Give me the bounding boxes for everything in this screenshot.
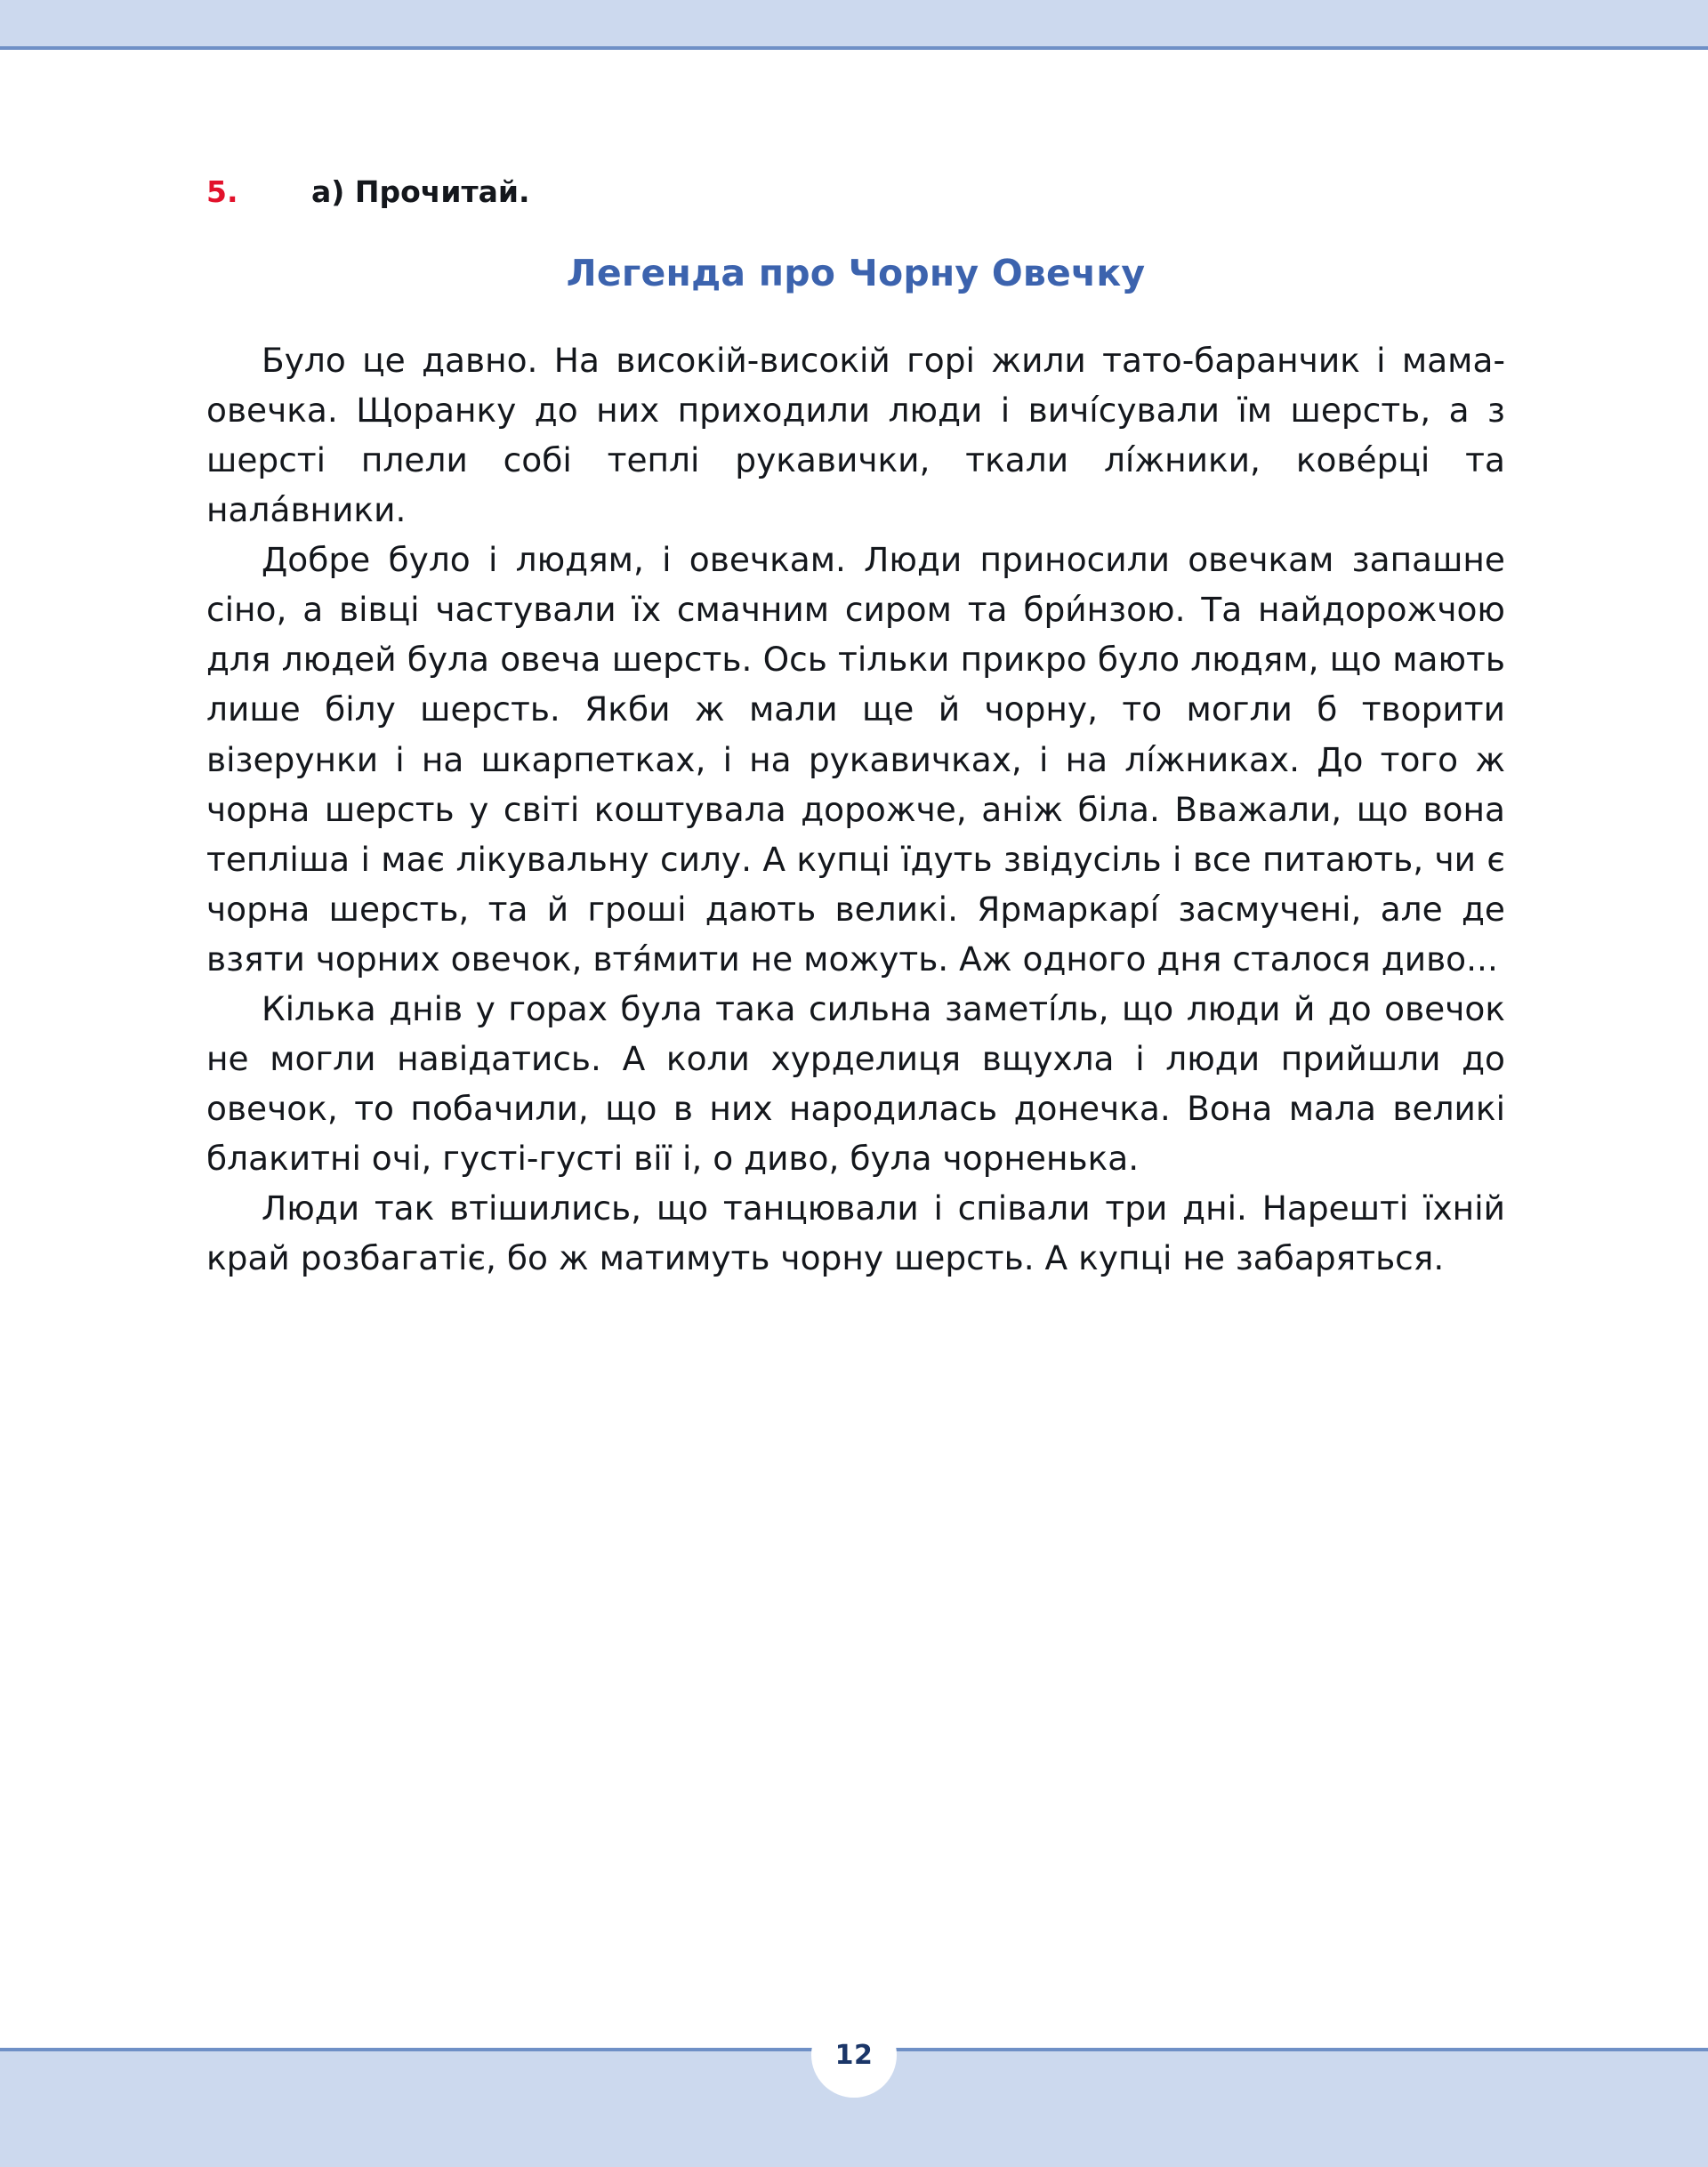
story-paragraph: Було це давно. На високій-високій горі жили тато-баранчик і мама-овечка. Щоранку до них приходили люди і вичі́сували їм шерсть, а з шерсті плели собі теплі рукавички, ткали лі́жники, кове́рці та нала́вники. xyxy=(206,341,1505,530)
story-paragraph: Люди так втішились, що танцювали і співали три дні. Нарешті їхній край розбагатіє, бо ж матимуть чорну шерсть. А купці не забаряться. xyxy=(206,1188,1505,1278)
page-content xyxy=(206,174,1505,1283)
story-paragraph: Кілька днів у горах була така сильна заметі́ль, що люди й до овечок не могли навідатись. А коли хурделиця вщухла і люди прийшли до овечок, то побачили, що в них народилась донечка. Вона мала великі блакитні очі, густі-густі вії і, о диво, була чорненька. xyxy=(206,988,1505,1178)
story-body xyxy=(206,335,1505,1283)
page-number: 12 xyxy=(811,2012,897,2098)
story-title: Легенда про Чорну Овечку xyxy=(566,252,1146,294)
page-top-decorative-band xyxy=(0,0,1708,50)
exercise-number: 5. xyxy=(206,174,238,209)
exercise-task-label: а) Прочитай. xyxy=(311,174,530,209)
exercise-header xyxy=(206,174,1505,209)
story-paragraph: Добре було і людям, і овечкам. Люди приносили овечкам запашне сіно, а вівці частували їх смачним сиром та бри́нзою. Та найдорожчою для людей була овеча шерсть. Ось тільки прикро було людям, що мають лише білу шерсть. Якби ж мали ще й чорну, то могли б творити візерунки і на шкарпетках, і на рукавичках, і на лі́жниках. До того ж чорна шерсть у світі коштувала дорожче, аніж біла. Вважали, що вона тепліша і має лікувальну силу. А купці їдуть звідусіль і все питають, чи є чорна шерсть, та й гроші дають великі. Ярмаркарі́ засмучені, але де взяти чорних овечок, втя́мити не можуть. Аж одного дня сталося диво... xyxy=(206,540,1505,979)
